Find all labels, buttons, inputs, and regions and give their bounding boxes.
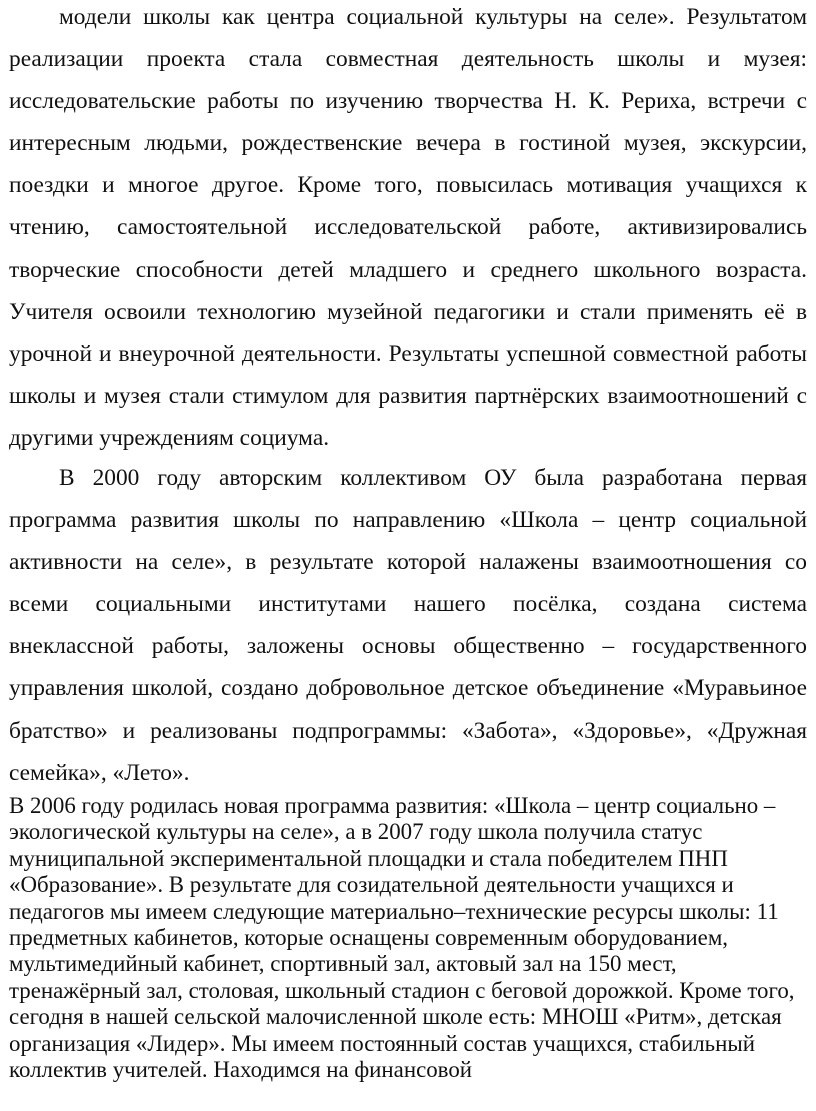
paragraph-school-museum-project: модели школы как центра социальной культуры на селе». Результатом реализации проекта стала совместная деятельность школы и музея: исследовательские работы по изучению творчества Н. К. Рериха, встречи с интересным людьми, рождественские вечера в гостиной музея, экскурсии, поездки и многое другое. Кроме того, повысилась мотивация учащихся к чтению, самостоятельной исследовательской работе, активизировались творческие способности детей младшего и среднего школьного возраста. Учителя освоили технологию музейной педагогики и стали применять её в урочной и внеурочной деятельности. Результаты успешной совместной работы школы и музея стали стимулом для развития партнёрских взаимоотношений с другими учреждениям социума.: [9, 4, 807, 451]
paragraph-program-2006: В 2006 году родилась новая программа развития: «Школа – центр социально – экологической культуры на селе», а в 2007 году школа получила статус муниципальной экспериментальной площадки и стала победителем ПНП «Образование». В результате для созидательной деятельности учащихся и педагогов мы имеем следующие материально–технические ресурсы школы: 11 предметных кабинетов, которые оснащены современным оборудованием, мультимедийный кабинет, спортивный зал, актовый зал на 150 мест, тренажёрный зал, столовая, школьный стадион с беговой дорожкой. Кроме того, сегодня в нашей сельской малочисленной школе есть: МНОШ «Ритм», детская организация «Лидер». Мы имеем постоянный состав учащихся, стабильный коллектив учителей. Находимся на финансовой: [9, 793, 795, 1083]
paragraph-program-2000: В 2000 году авторским коллективом ОУ была разработана первая программа развития школы по направлению «Школа – центр социальной активности на селе», в результате которой налажены взаимоотношения со всеми социальными институтами нашего посёлка, создана система внеклассной работы, заложены основы общественно – государственного управления школой, создано добровольное детское объединение «Муравьиное братство» и реализованы подпрограммы: «Забота», «Здоровье», «Дружная семейка», «Лето».: [9, 465, 807, 786]
